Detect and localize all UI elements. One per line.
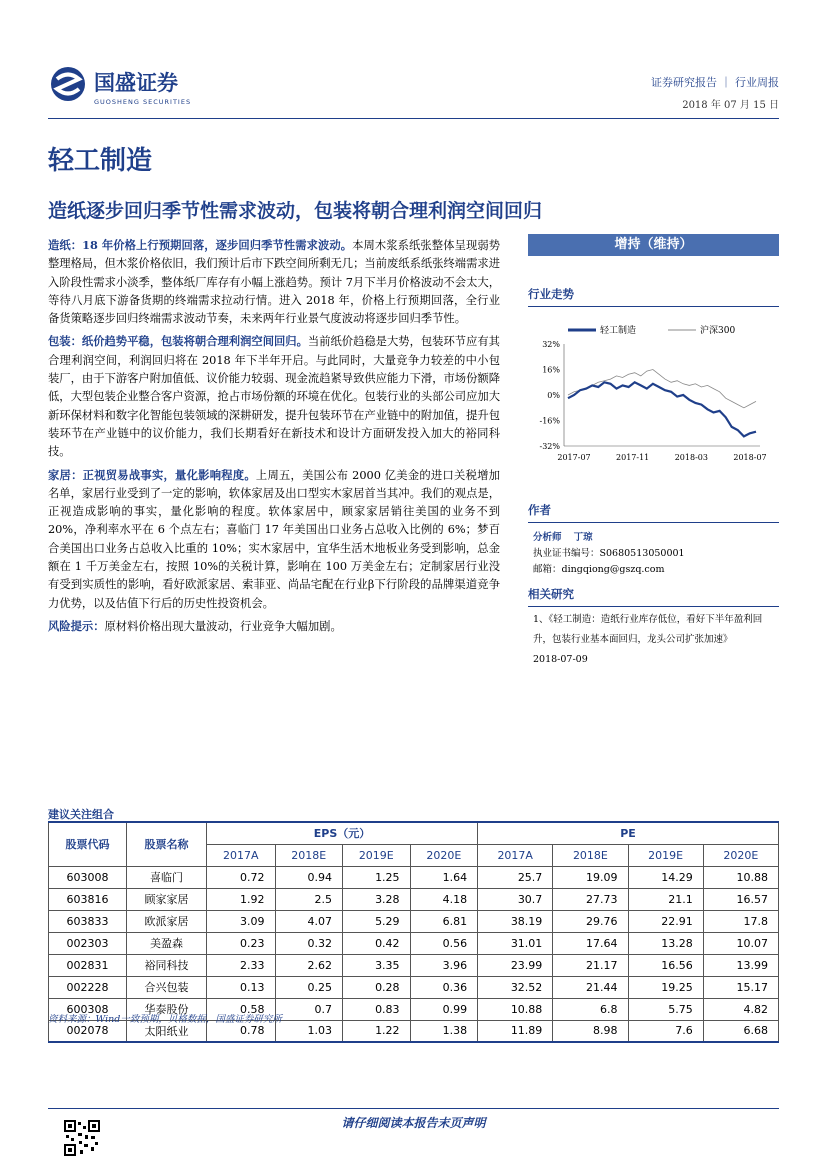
cell-eps: 1.64 (410, 866, 478, 888)
cell-pe: 27.73 (553, 888, 628, 910)
cell-eps: 4.18 (410, 888, 478, 910)
report-date: 2018 年 07 月 15 日 (682, 100, 779, 111)
cell-eps: 2.62 (275, 954, 343, 976)
header-year: 2018E (275, 844, 343, 866)
related-date: 2018-07-09 (533, 654, 588, 665)
author-info (533, 530, 685, 578)
company-logo (48, 64, 218, 108)
header-divider (48, 118, 779, 119)
y-tick-label: 0% (547, 391, 560, 400)
cell-eps: 3.09 (207, 910, 276, 932)
related-section-title: 相关研究 (528, 586, 779, 607)
table-row (49, 976, 779, 998)
cell-pe: 17.64 (553, 932, 628, 954)
qr-code-icon (64, 1120, 100, 1156)
y-tick-label: -32% (539, 442, 560, 451)
cell-pe: 6.8 (553, 998, 628, 1020)
cell-pe: 23.99 (478, 954, 553, 976)
cell-pe: 29.76 (553, 910, 628, 932)
y-tick-label: 16% (542, 365, 560, 375)
trend-section-title: 行业走势 (528, 286, 779, 307)
cell-pe: 11.89 (478, 1020, 553, 1042)
cell-pe: 10.88 (703, 866, 778, 888)
header-year: 2019E (628, 844, 703, 866)
cell-eps: 0.94 (275, 866, 343, 888)
cell-pe: 5.75 (628, 998, 703, 1020)
paragraph-body: 上周五，美国公布 2000 亿美金的进口关税增加名单，家居行业受到了一定的影响，软体家居及出口型实木家居首当其冲。我们的观点是，正视造成影响的事实，量化影响的程度。软体家居中，顾家家居销往美国的业务不到 20%，净利率水平在 6 个点左右；喜临门 17 年美国出口业务占总收入比例的 6%；梦百合美国出口业务占总收入比重的 10%；实木家居中，宜华生活木地板业务受到影响，总金额在 1 千万美金左右，按照 10%的关税计算，影响在 100 万美金左右；定制家居行业没有受到实质性的影响，看好欧派家居、索菲亚、尚品宅配在行业β下行阶段的品牌渠道竞争力优势，以及估值下行后的历史性投资机会。 (48, 468, 500, 610)
cell-eps: 0.25 (275, 976, 343, 998)
legend-label-index: 沪深300 (700, 326, 736, 336)
cell-code: 603816 (49, 888, 127, 910)
header-year: 2018E (553, 844, 628, 866)
cell-eps: 2.33 (207, 954, 276, 976)
paragraph-risk (48, 617, 500, 636)
cell-code: 002831 (49, 954, 127, 976)
footer-divider (48, 1108, 779, 1109)
cell-eps: 0.72 (207, 866, 276, 888)
cell-name: 合兴包装 (127, 976, 207, 998)
cell-name: 喜临门 (127, 866, 207, 888)
cell-eps: 0.56 (410, 932, 478, 954)
header-pe: PE (478, 822, 779, 844)
x-tick-label: 2018-03 (674, 453, 708, 462)
y-tick-label: 32% (542, 340, 560, 349)
paragraph-label: 家居： (48, 467, 83, 482)
cell-code: 002078 (49, 1020, 127, 1042)
cell-name: 太阳纸业 (127, 1020, 207, 1042)
cell-pe: 16.57 (703, 888, 778, 910)
paragraph-label: 造纸： (48, 238, 83, 252)
header-code: 股票代码 (49, 822, 127, 866)
cell-eps: 0.13 (207, 976, 276, 998)
table-row (49, 888, 779, 910)
stock-table (48, 821, 779, 1043)
cell-pe: 25.7 (478, 866, 553, 888)
cell-code: 603833 (49, 910, 127, 932)
paragraph-furniture (48, 466, 500, 613)
cell-eps: 0.32 (275, 932, 343, 954)
cell-pe: 17.8 (703, 910, 778, 932)
cell-pe: 30.7 (478, 888, 553, 910)
paragraph-lead: 18 年价格上行预期回落，逐步回归季节性需求波动。 (82, 238, 353, 252)
cell-pe: 15.17 (703, 976, 778, 998)
paragraph-label: 风险提示： (48, 618, 105, 633)
cell-eps: 3.28 (343, 888, 411, 910)
trend-chart (528, 318, 779, 468)
header-year: 2020E (410, 844, 478, 866)
header-year: 2017A (207, 844, 276, 866)
cell-eps: 1.92 (207, 888, 276, 910)
table-title: 建议关注组合 (48, 808, 114, 821)
header-eps: EPS（元） (207, 822, 478, 844)
cell-pe: 13.28 (628, 932, 703, 954)
author-section-title: 作者 (528, 502, 779, 523)
cell-pe: 4.82 (703, 998, 778, 1020)
cell-code: 600308 (49, 998, 127, 1020)
cell-pe: 8.98 (553, 1020, 628, 1042)
table-row (49, 954, 779, 976)
cell-name: 欧派家居 (127, 910, 207, 932)
cell-pe: 10.07 (703, 932, 778, 954)
cell-pe: 22.91 (628, 910, 703, 932)
cell-pe: 7.6 (628, 1020, 703, 1042)
table-row (49, 866, 779, 888)
table-row (49, 932, 779, 954)
analyst-label: 分析师 (533, 532, 562, 543)
cell-eps: 0.78 (207, 1020, 276, 1042)
analyst-email[interactable]: 邮箱：dingqiong@gszq.com (533, 564, 665, 575)
cell-eps: 0.99 (410, 998, 478, 1020)
cell-eps: 0.58 (207, 998, 276, 1020)
report-type: 证券研究报告 ｜ 行业周报 (651, 76, 779, 89)
company-name-cn: 国盛证券 (94, 71, 178, 95)
analyst-license: 执业证书编号：S0680513050001 (533, 548, 685, 559)
cell-eps: 0.23 (207, 932, 276, 954)
x-tick-label: 2017-07 (557, 453, 591, 462)
cell-eps: 3.96 (410, 954, 478, 976)
paragraph-paper (48, 236, 500, 328)
cell-eps: 0.7 (275, 998, 343, 1020)
legend-label-industry: 轻工制造 (600, 326, 637, 336)
x-tick-label: 2017-11 (616, 453, 650, 462)
report-headline: 造纸逐步回归季节性需求波动，包装将朝合理利润空间回归 (48, 200, 543, 222)
x-tick-label: 2018-07 (733, 453, 767, 462)
cell-eps: 4.07 (275, 910, 343, 932)
table-header-row (49, 822, 779, 844)
paragraph-body: 本周木浆系纸张整体呈现弱势整理格局，但木浆价格依旧，我们预计后市下跌空间所剩无几；当前废纸系纸张终端需求进入阶段性需求小淡季，整体纸厂库存有小幅上涨趋势。预计 7月下半月价格波动不会太大，等待八月底下游备货期的终端需求拉动行情。进入 2018 年，价格上行预期回落，全行业备货策略逐步回归终端需求波动节奏，未来两年行业景气度波动将逐步回归季节性。 (48, 239, 500, 326)
table-row (49, 910, 779, 932)
chart-legend (568, 324, 735, 336)
cell-pe: 14.29 (628, 866, 703, 888)
cell-eps: 0.36 (410, 976, 478, 998)
cell-pe: 19.09 (553, 866, 628, 888)
cell-eps: 0.83 (343, 998, 411, 1020)
cell-pe: 16.56 (628, 954, 703, 976)
header-name: 股票名称 (127, 822, 207, 866)
cell-code: 002228 (49, 976, 127, 998)
cell-eps: 1.03 (275, 1020, 343, 1042)
cell-pe: 21.17 (553, 954, 628, 976)
x-axis (557, 446, 766, 462)
analyst-name: 丁琼 (573, 532, 593, 543)
cell-eps: 0.28 (343, 976, 411, 998)
cell-eps: 3.35 (343, 954, 411, 976)
related-item[interactable]: 1、《轻工制造：造纸行业库存低位，看好下半年盈利回升，包装行业基本面回归，龙头公司扩张加速》 (533, 614, 763, 645)
cell-pe: 38.19 (478, 910, 553, 932)
cell-eps: 1.38 (410, 1020, 478, 1042)
cell-name: 顾家家居 (127, 888, 207, 910)
industry-title: 轻工制造 (48, 146, 153, 176)
cell-pe: 13.99 (703, 954, 778, 976)
paragraph-packaging (48, 332, 500, 461)
cell-pe: 21.44 (553, 976, 628, 998)
related-research (533, 610, 779, 670)
cell-pe: 6.68 (703, 1020, 778, 1042)
header-year: 2020E (703, 844, 778, 866)
rating-badge: 增持（维持） (528, 234, 779, 256)
paragraph-lead: 纸价趋势平稳，包装将朝合理利润空间回归。 (81, 334, 308, 349)
main-text (48, 236, 500, 640)
table-source: 资料来源：Wind一致预期，贝格数据，国盛证券研究所 (48, 1014, 282, 1025)
cell-name: 裕同科技 (127, 954, 207, 976)
cell-eps: 2.5 (275, 888, 343, 910)
cell-pe: 31.01 (478, 932, 553, 954)
cell-eps: 1.22 (343, 1020, 411, 1042)
cell-eps: 6.81 (410, 910, 478, 932)
cell-eps: 5.29 (343, 910, 411, 932)
company-name-en: GUOSHENG SECURITIES (94, 98, 192, 106)
cell-pe: 21.1 (628, 888, 703, 910)
y-axis (540, 340, 564, 451)
paragraph-lead: 正视贸易战事实，量化影响程度。 (82, 467, 256, 482)
series-group (568, 370, 756, 437)
cell-eps: 0.42 (343, 932, 411, 954)
paragraph-body: 原材料价格出现大量波动，行业竞争大幅加剧。 (104, 619, 342, 633)
series-line-industry (568, 382, 756, 436)
cell-pe: 19.25 (628, 976, 703, 998)
cell-name: 华泰股份 (127, 998, 207, 1020)
header-year: 2019E (343, 844, 411, 866)
header-year: 2017A (478, 844, 553, 866)
header-meta (651, 74, 779, 111)
cell-code: 002303 (49, 932, 127, 954)
paragraph-body: 当前纸价趋稳是大势，包装环节应有其合理利润空间，利润回归将在 2018 年下半年开启。与此同时，大量竞争力较差的中小包装厂，由于下游客户附加值低、议价能力较弱、现金流趋紧导致供应能力下滑，市场份额降低，大型包装企业整合客户资源，抢占市场份额的环境在优化。包装行业的头部公司应加大新环保材料和数字化智能包装领域的深耕研发，提升包装环节在产业链中的附加值，提升包装环节在产业链中的议价能力，我们长期看好在新技术和设计方面研发投入加大的裕同科技。 (48, 335, 500, 459)
y-tick-label: -16% (539, 416, 560, 426)
cell-code: 603008 (49, 866, 127, 888)
cell-pe: 32.52 (478, 976, 553, 998)
paragraph-label: 包装： (48, 334, 82, 349)
footer-disclaimer: 请仔细阅读本报告末页声明 (341, 1116, 486, 1130)
cell-eps: 1.25 (343, 866, 411, 888)
cell-name: 美盈森 (127, 932, 207, 954)
cell-pe: 10.88 (478, 998, 553, 1020)
